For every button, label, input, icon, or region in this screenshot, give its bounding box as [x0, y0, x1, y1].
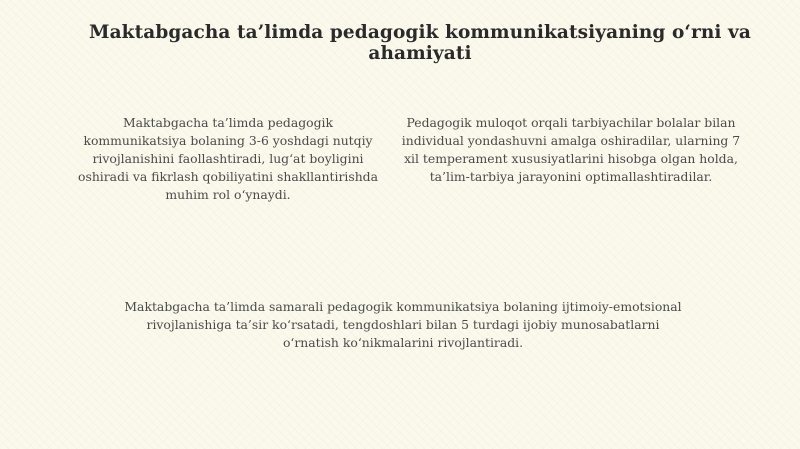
slide-title: Maktabgacha ta’limda pedagogik kommunikatsiyaning o‘rni va ahamiyati [89, 22, 751, 64]
paragraph-bottom: Maktabgacha ta’limda samarali pedagogik kommunikatsiya bolaning ijtimoiy-emotsional rivojlanishiga ta’sir ko‘rsatadi, tengdoshlari bilan 5 turdagi ijobiy munosabatlarni o‘rnatish ko‘nikmalarini rivojlantiradi. [124, 299, 682, 350]
paragraph-left: Maktabgacha ta’limda pedagogik kommunikatsiya bolaning 3-6 yoshdagi nutqiy rivojlanishini faollashtiradi, lug‘at boyligini oshiradi va fikrlash qobiliyatini shakllantirishda muhim rol o‘ynaydi. [78, 115, 378, 202]
paragraph-right: Pedagogik muloqot orqali tarbiyachilar bolalar bilan individual yondashuvni amalga oshiradilar, ularning 7 xil temperament xususiyatlarini hisobga olgan holda, ta’lim-tarbiya jarayonini optimallashtiradilar. [401, 115, 741, 184]
